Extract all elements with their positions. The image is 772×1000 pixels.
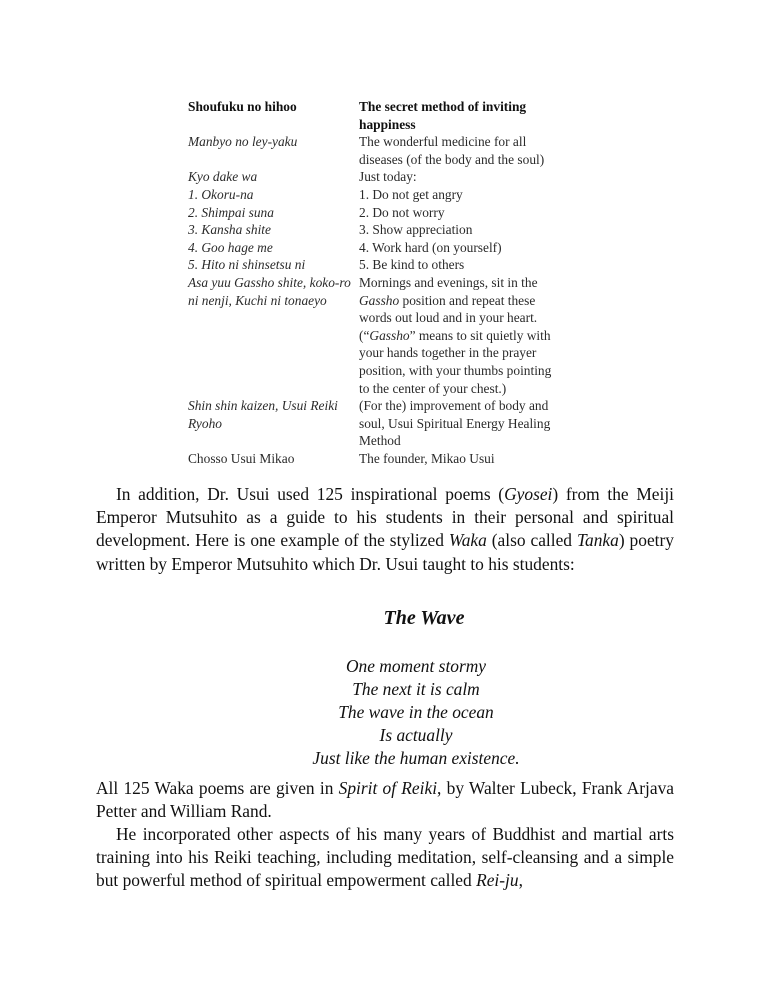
table-cell-japanese: Manbyo no ley-yaku <box>188 134 298 150</box>
table-cell-english: 4. Work hard (on yourself) <box>359 239 502 255</box>
table-row <box>188 274 588 397</box>
table-cell-japanese: Shin shin kaizen, Usui Reiki Ryoho <box>188 398 338 431</box>
table-row <box>188 397 588 450</box>
text-run: position and repeat these words out loud and in your heart. (“ <box>359 292 538 343</box>
text-run: ” means to sit quietly with your hands together in the prayer position, with your thumbs pointing to the center of your chest.) <box>359 327 552 396</box>
table-header-row <box>188 98 588 133</box>
text-run: , <box>518 870 523 891</box>
italic-term: Spirit of Reiki <box>338 778 438 798</box>
table-row <box>188 256 588 274</box>
italic-term: Gassho <box>369 327 410 343</box>
italic-term: Rei-ju <box>476 870 519 891</box>
table-row <box>188 239 588 257</box>
table-cell-japanese: Chosso Usui Mikao <box>188 450 295 466</box>
poem-title: The Wave <box>383 607 465 629</box>
table-cell-japanese: Kyo dake wa <box>188 169 258 185</box>
table-cell-japanese: 3. Kansha shite <box>188 222 271 238</box>
table-cell-japanese: 5. Hito ni shinsetsu ni <box>188 257 306 273</box>
paragraph-rei-ju <box>96 823 674 893</box>
poem-line: Just like the human existence. <box>312 748 520 768</box>
paragraph-gyosei <box>96 483 674 576</box>
table-row <box>188 204 588 222</box>
table-cell-english: 5. Be kind to others <box>359 257 465 273</box>
precepts-table <box>188 98 588 467</box>
table-row <box>188 450 588 468</box>
poem-line: One moment stormy <box>345 656 487 676</box>
text-run: ) from the Meiji Emperor Mutsuhito as a guide to his students in their personal and spiritual development. Here is one example of the stylized <box>96 484 675 551</box>
table-cell-japanese: 4. Goo hage me <box>188 239 273 255</box>
table-cell-japanese: Asa yuu Gassho shite, koko-ro ni nenji, Kuchi ni tonaeyo <box>188 274 351 308</box>
italic-term: Waka <box>448 530 487 551</box>
table-row <box>188 186 588 204</box>
paragraph-spirit-of-reiki <box>96 777 674 823</box>
table-cell-english: 3. Show appreciation <box>359 222 473 238</box>
table-cell-japanese: 1. Okoru-na <box>188 186 254 202</box>
table-row <box>188 168 588 186</box>
text-run: Mornings and evenings, sit in the <box>359 274 538 290</box>
table-cell-english: 1. Do not get angry <box>359 186 463 202</box>
table-cell-english: Just today: <box>359 169 417 185</box>
table-row <box>188 133 588 168</box>
table-cell-english: The founder, Mikao Usui <box>359 450 495 466</box>
table-row <box>188 221 588 239</box>
table-cell-japanese: 2. Shimpai suna <box>188 204 274 220</box>
poem-line: The wave in the ocean <box>338 702 494 722</box>
poem-line: The next it is calm <box>352 679 480 699</box>
text-run: In addition, Dr. Usui used 125 inspirational poems ( <box>116 484 505 504</box>
table-cell-english <box>359 274 588 397</box>
header-japanese: Shoufuku no hihoo <box>188 99 297 114</box>
text-run: , by Walter Lubeck, Frank Arjava Petter and William Rand. <box>96 778 674 822</box>
poem <box>96 655 736 770</box>
header-english: The secret method of inviting happiness <box>359 99 527 132</box>
text-run: All 125 Waka poems are given in <box>96 778 339 798</box>
table-cell-english: (For the) improvement of body and soul, Usui Spiritual Energy Healing Method <box>359 398 551 449</box>
text-run: He incorporated other aspects of his many years of Buddhist and martial arts training into his Reiki teaching, including meditation, self-cleansing and a simple but powerful method of spiritual empowerment called <box>96 824 674 891</box>
italic-term: Gassho <box>359 292 400 308</box>
italic-term: Gyosei <box>504 484 553 504</box>
table-cell-english: 2. Do not worry <box>359 204 445 220</box>
poem-line: Is actually <box>379 725 453 745</box>
table-cell-english: The wonderful medicine for all diseases (of the body and the soul) <box>359 134 545 167</box>
italic-term: Tanka <box>576 530 619 551</box>
text-run: (also called <box>486 530 577 551</box>
text-run: ) poetry written by Emperor Mutsuhito which Dr. Usui taught to his students: <box>96 530 674 574</box>
